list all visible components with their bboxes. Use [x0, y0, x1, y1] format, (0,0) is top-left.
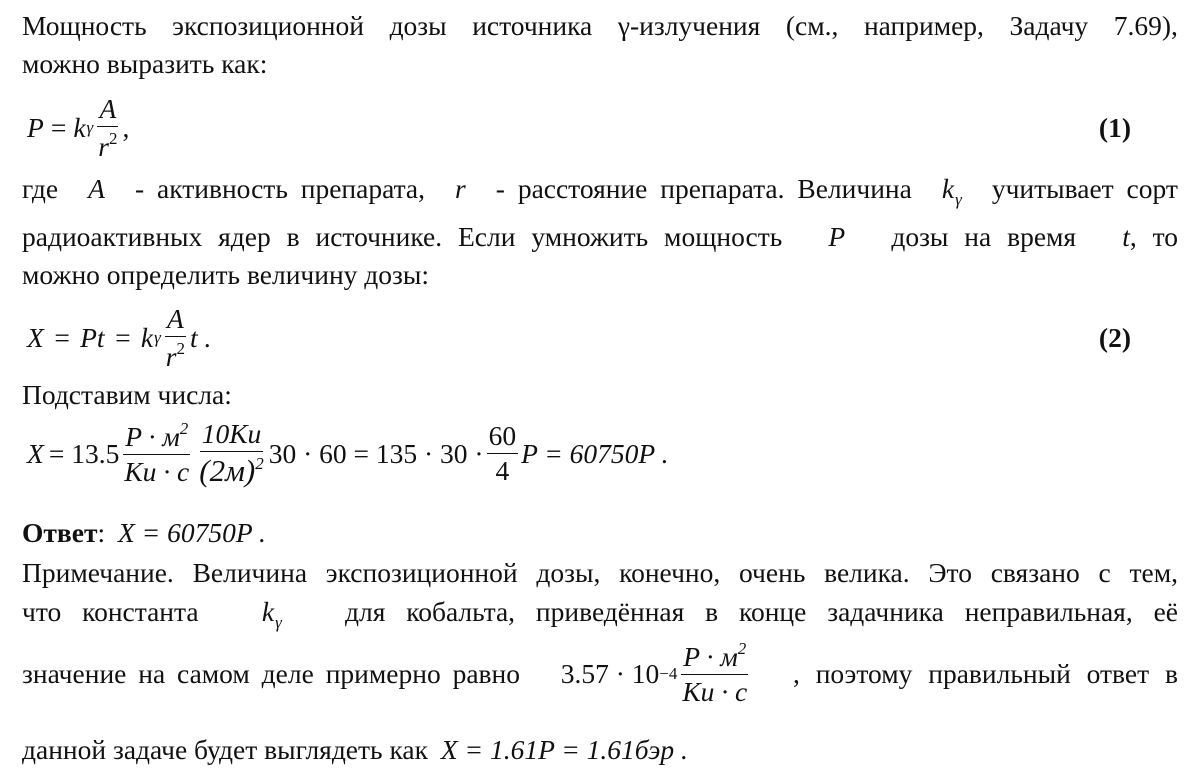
- text: :: [97, 517, 106, 548]
- math-var: k: [941, 173, 955, 204]
- exponent: 2: [176, 338, 185, 358]
- text: значение на самом деле примерно равно: [22, 657, 520, 689]
- math-punct: ,: [122, 112, 130, 144]
- fraction-denominator: r: [98, 130, 109, 162]
- text: что константа: [22, 596, 199, 627]
- math-var: A: [88, 173, 105, 204]
- math-expression: P = 60750P .: [521, 437, 669, 469]
- math-var: k: [73, 112, 86, 144]
- fraction-denominator: 4: [495, 454, 510, 486]
- answer-value: X = 60750P .: [117, 517, 266, 548]
- math-number: = 13.5: [48, 437, 120, 469]
- text: радиоактивных ядер в источнике. Если умножить мощность: [22, 221, 783, 252]
- intro-line-2: можно выразить как:: [22, 48, 268, 79]
- intro-line-1: [22, 12, 1178, 40]
- text: дозы на время: [891, 221, 1077, 252]
- math-var: t: [1122, 221, 1130, 252]
- fraction-denominator: r: [165, 340, 177, 372]
- math-subscript: γ: [275, 613, 282, 632]
- math-op: =: [50, 112, 67, 144]
- text: , то: [1129, 221, 1178, 252]
- fraction-numerator: P · м: [125, 421, 180, 453]
- exponent: 2: [737, 639, 747, 658]
- math-var: P: [27, 112, 44, 144]
- fraction: [122, 420, 191, 487]
- word: (см.,: [785, 10, 839, 41]
- fraction-numerator: 10Ku: [200, 420, 264, 452]
- text: - активность препарата,: [134, 173, 426, 204]
- word: дозы: [389, 10, 447, 41]
- fraction: [96, 95, 119, 162]
- fraction-denominator: Ku · c: [124, 456, 190, 488]
- equation-2: [27, 305, 211, 372]
- fraction-numerator: P · м: [683, 641, 738, 672]
- math-var: k: [261, 596, 275, 627]
- word: Задачу: [1009, 10, 1089, 41]
- text: учитывает сорт: [991, 173, 1178, 204]
- word: Мощность: [22, 10, 147, 41]
- word: например,: [863, 10, 984, 41]
- word: источника: [472, 10, 593, 41]
- exponent: 2: [108, 128, 118, 148]
- math-subscript: γ: [154, 328, 161, 348]
- math-var: X: [27, 437, 44, 469]
- substitute-label: Подставим числа:: [22, 379, 232, 410]
- answer-line: [22, 519, 266, 547]
- fraction-denominator: Ku · c: [682, 675, 748, 707]
- exponent: 2: [255, 453, 264, 473]
- note-line-2: [22, 598, 1178, 631]
- text: , поэтому правильный ответ в: [792, 657, 1178, 689]
- fraction: [164, 305, 187, 372]
- text: - расстояние препарата. Величина: [495, 173, 912, 204]
- math-var: P: [828, 221, 846, 252]
- fraction-denominator: (2м): [199, 452, 256, 488]
- math-subscript: γ: [955, 190, 962, 209]
- fraction-numerator: A: [97, 95, 118, 127]
- math-subscript: γ: [86, 118, 94, 138]
- text: для кобальта, приведённая в конце задачника неправильная, её: [345, 596, 1178, 627]
- equation-3: [27, 420, 668, 487]
- text: данной задаче будет выглядеть как: [22, 734, 428, 765]
- exponent: −4: [659, 663, 678, 683]
- para2-line-1: [22, 175, 1178, 208]
- para2-line-2: [22, 223, 1178, 251]
- note-line-1: Примечание. Величина экспозиционной дозы, конечно, очень велика. Это связано с тем,: [22, 557, 1178, 588]
- equation-number-1: (1): [1098, 112, 1131, 143]
- fraction-numerator: A: [165, 305, 186, 337]
- exponent: 2: [179, 419, 189, 439]
- math-var: r: [455, 173, 466, 204]
- fraction-numerator: 60: [487, 422, 519, 454]
- text: где: [22, 173, 59, 204]
- fraction: [487, 419, 519, 486]
- equation-1: [27, 95, 129, 162]
- word: 7.69),: [1113, 10, 1178, 41]
- note-line-4: [22, 736, 688, 764]
- math-number: 3.57 · 10: [560, 657, 660, 689]
- para2-line-3: можно определить величину дозы:: [22, 259, 430, 290]
- note-line-3: [22, 640, 1178, 707]
- fraction: [680, 640, 749, 707]
- equation-number-2: (2): [1098, 322, 1131, 353]
- word: экспозиционной: [172, 10, 364, 41]
- math-expression: X = Pt = k: [27, 322, 154, 354]
- answer-label: Ответ: [22, 517, 98, 548]
- fraction: [197, 420, 265, 487]
- math-var: t .: [189, 322, 212, 354]
- math-expression: 30 · 60 = 135 · 30 ·: [268, 437, 484, 469]
- math-expression: X = 1.61P = 1.61бэр .: [440, 734, 688, 765]
- word: γ-излучения: [617, 10, 761, 41]
